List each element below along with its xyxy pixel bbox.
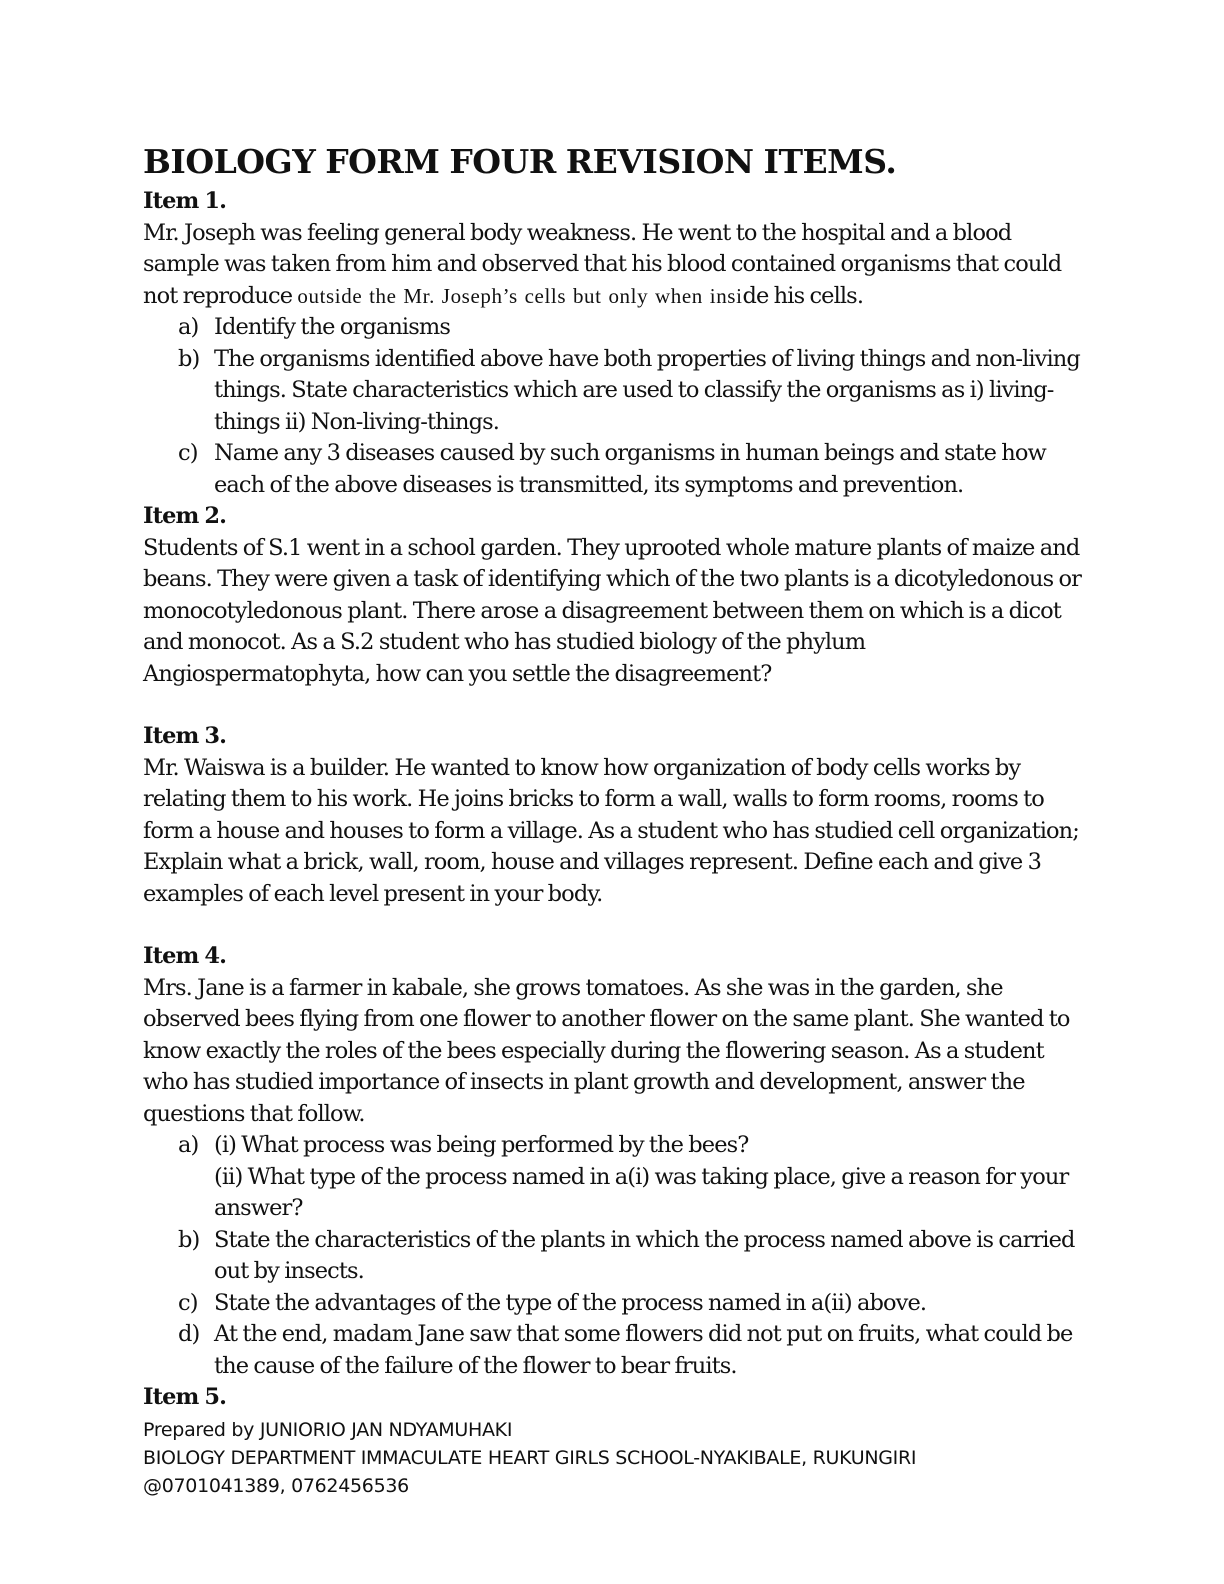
item-3-text: Mr. Waiswa is a builder. He wanted to know how organization of body cells works by relating them to his work. He joins bricks to form a wall, walls to form rooms, rooms to form a house and houses to form a village. As a student who has studied cell organization; Explain what a brick, wall, room, house and villages represent. Define each and give 3 examples of each level present in your body. [143, 754, 1079, 907]
item-4 [143, 941, 1083, 1382]
item-1-intro [143, 218, 1083, 313]
item-4-text: Mrs. Jane is a farmer in kabale, she grows tomatoes. As she was in the garden, she observed bees flying from one flower to another flower on the same plant. She wanted to know exactly the roles of the bees especially during the flowering season. As a student who has studied importance of insects in plant growth and development, answer the questions that follow. [143, 974, 1070, 1127]
question-marker: a) [178, 1132, 199, 1158]
item-4-heading: Item 4. [143, 943, 227, 969]
question-marker: c) [178, 440, 198, 466]
question-marker: b) [178, 1226, 200, 1253]
item-2 [143, 501, 1083, 690]
item-1-heading: Item 1. [143, 188, 227, 214]
item-1-intro-part-b: outside the Mr. Joseph’s cells but only when insi [297, 283, 743, 308]
question-marker: a) [178, 314, 199, 340]
page-footer [143, 1416, 916, 1500]
item-1-intro-part-a: Mr. Joseph was feeling general body weakness. He went to the hospital and a blood sample was taken from him and observed that his blood contained organisms that could not reproduce [143, 219, 1062, 309]
item-4-questions [143, 1130, 1083, 1382]
footer-contacts: @0701041389, 0762456536 [143, 1475, 409, 1497]
question-text: State the characteristics of the plants in which the process named above is carried out by insects. [214, 1226, 1075, 1284]
question-item [143, 1288, 1083, 1320]
question-item [143, 1319, 1083, 1382]
item-1-intro-part-c: de his cells. [742, 282, 864, 309]
item-3-heading: Item 3. [143, 723, 227, 749]
page-title: BIOLOGY FORM FOUR REVISION ITEMS. [143, 142, 897, 181]
question-text-sub: (ii) What type of the process named in a(i) was taking place, give a reason for your answer? [214, 1163, 1069, 1221]
question-item [143, 1225, 1083, 1288]
question-marker: c) [178, 1289, 198, 1316]
question-marker: b) [178, 345, 200, 372]
question-item [143, 344, 1083, 439]
footer-department: BIOLOGY DEPARTMENT IMMACULATE HEART GIRLS SCHOOL-NYAKIBALE, RUKUNGIRI [143, 1447, 917, 1469]
question-text: The organisms identified above have both properties of living things and non-living things. State characteristics which are used to classify the organisms as i) living-things ii) Non-living-things. [214, 345, 1080, 435]
question-item [143, 438, 1083, 501]
spacer [143, 690, 1083, 721]
item-1-questions [143, 312, 1083, 501]
footer-prepared-by: Prepared by JUNIORIO JAN NDYAMUHAKI [143, 1419, 513, 1441]
question-marker: d) [178, 1321, 200, 1347]
question-text: At the end, madam Jane saw that some flowers did not put on fruits, what could be the cause of the failure of the flower to bear fruits. [214, 1321, 1073, 1379]
question-text: (i) What process was being performed by the bees? [214, 1132, 749, 1158]
item-5-heading: Item 5. [143, 1384, 227, 1410]
item-1 [143, 186, 1083, 501]
document-body [143, 140, 1083, 1414]
item-2-heading: Item 2. [143, 503, 227, 529]
item-3 [143, 721, 1083, 910]
question-text: Identify the organisms [214, 314, 450, 340]
question-text: Name any 3 diseases caused by such organisms in human beings and state how each of the above diseases is transmitted, its symptoms and prevention. [214, 440, 1046, 498]
item-5 [143, 1382, 1083, 1414]
question-item [143, 1130, 1083, 1225]
question-item [143, 312, 1083, 344]
question-text: State the advantages of the type of the process named in a(ii) above. [214, 1289, 927, 1316]
spacer [143, 910, 1083, 941]
item-2-text: Students of S.1 went in a school garden. They uprooted whole mature plants of maize and beans. They were given a task of identifying which of the two plants is a dicotyledonous or monocotyledonous plant. There arose a disagreement between them on which is a dicot and monocot. As a S.2 student who has studied biology of the phylum Angiospermatophyta, how can you settle the disagreement? [143, 534, 1082, 687]
